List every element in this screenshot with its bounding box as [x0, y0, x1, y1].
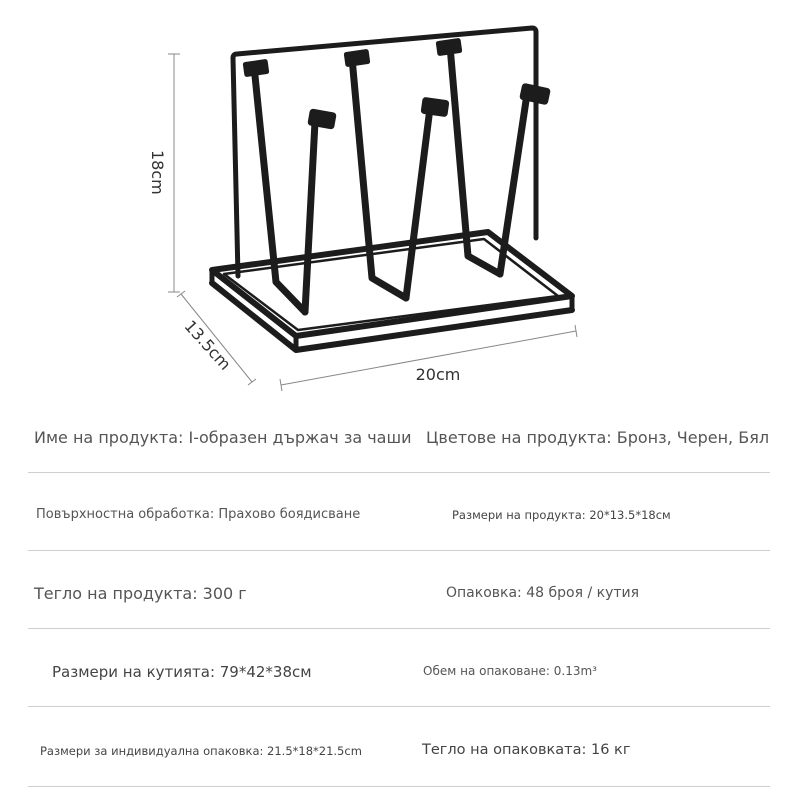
spec-box-dimensions: Размери на кутията: 79*42*38см — [52, 663, 312, 681]
divider — [28, 628, 770, 629]
hook-caps — [243, 38, 550, 129]
spec-packaging: Опаковка: 48 броя / кутия — [446, 585, 640, 601]
depth-dimension-label: 13.5cm — [180, 316, 235, 374]
spec-row — [0, 712, 800, 790]
spec-row — [0, 400, 800, 478]
rack — [212, 28, 572, 350]
divider — [28, 786, 770, 787]
spec-package-volume: Обем на опаковане: 0.13m³ — [423, 664, 597, 678]
spec-product-name: Име на продукта: I-образен държач за чаши — [34, 428, 412, 447]
spec-product-weight: Тегло на продукта: 300 г — [34, 584, 247, 603]
spec-product-dimensions: Размери на продукта: 20*13.5*18см — [452, 508, 671, 522]
divider — [28, 472, 770, 473]
spec-package-weight: Тегло на опаковката: 16 кг — [422, 742, 631, 758]
spec-row — [0, 478, 800, 556]
height-dimension-label: 18cm — [148, 150, 167, 195]
spec-surface-treatment: Повърхностна обработка: Прахово боядисване — [36, 507, 361, 522]
spec-individual-packaging-dimensions: Размери за индивидуална опаковка: 21.5*18*21.5cm — [40, 744, 362, 758]
width-dimension-label: 20cm — [415, 365, 461, 384]
divider — [28, 550, 770, 551]
spec-row — [0, 556, 800, 634]
specifications-table — [0, 400, 800, 800]
spec-product-colors: Цветове на продукта: Бронз, Черен, Бял — [426, 428, 770, 447]
spec-row — [0, 634, 800, 712]
divider — [28, 706, 770, 707]
